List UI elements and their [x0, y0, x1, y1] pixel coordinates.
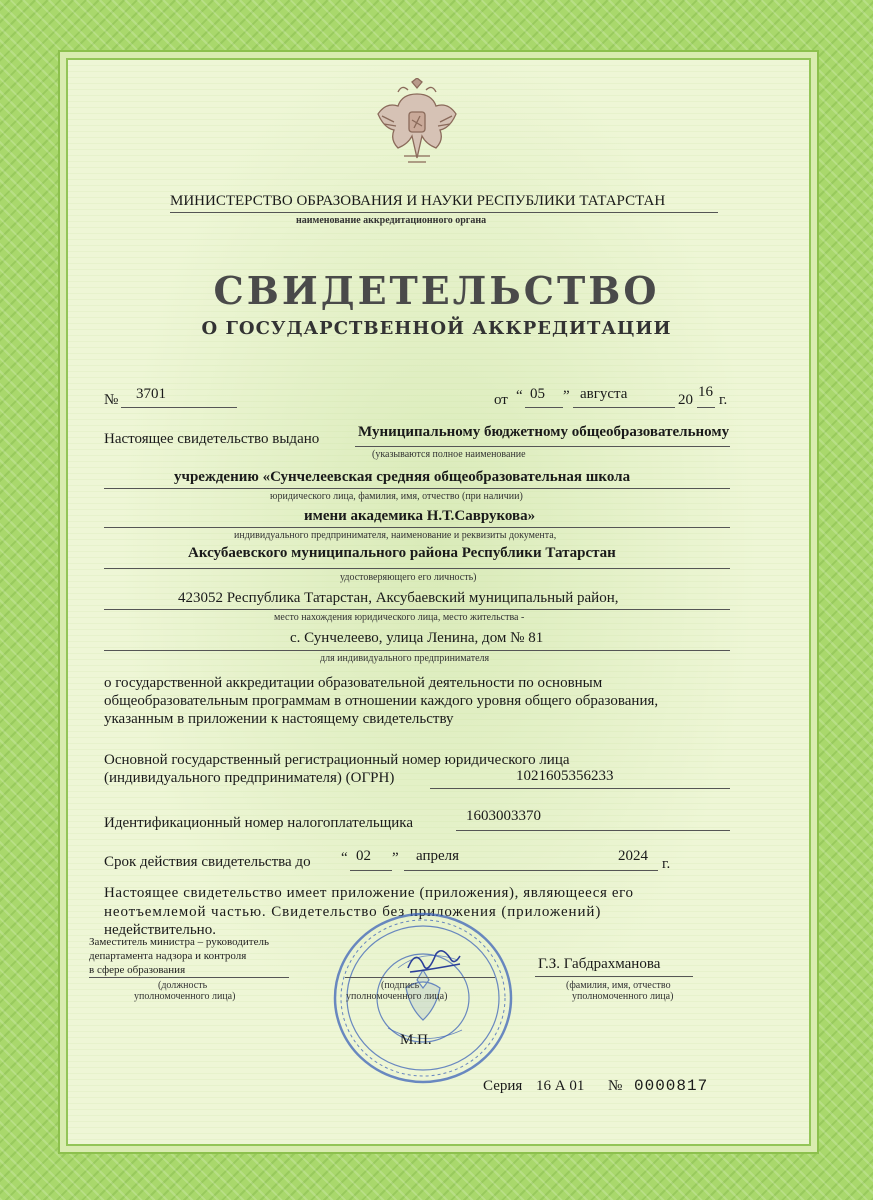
appendix-line-3: недействительно. — [104, 922, 216, 938]
position-caption-1: (должность — [158, 980, 208, 991]
date-quote-close: ” — [563, 388, 570, 404]
purpose-line-1: о государственной аккредитации образовательной деятельности по основным — [104, 675, 603, 691]
validity-day: 02 — [356, 848, 371, 864]
number-underline — [121, 407, 237, 408]
position-caption-2: уполномоченного лица) — [134, 991, 236, 1002]
issued-caption-3: индивидуального предпринимателя, наименование и реквизиты документа, — [234, 530, 557, 541]
issued-underline-4 — [104, 568, 730, 569]
purpose-line-2: общеобразовательным программам в отношении каждого уровня общего образования, — [104, 693, 659, 709]
date-day-underline — [525, 407, 563, 408]
appendix-line-2: неотъемлемой частью. Свидетельство без приложения (приложений) — [104, 904, 602, 920]
issued-label: Настоящее свидетельство выдано — [104, 431, 320, 447]
date-day: 05 — [530, 386, 545, 402]
validity-day-underline — [350, 870, 392, 871]
position-underline — [89, 977, 289, 978]
series-number-label: № — [608, 1078, 623, 1094]
validity-suffix: г. — [662, 856, 671, 872]
signatory-position-1: Заместитель министра – руководитель — [89, 936, 269, 948]
address-line-1: 423052 Республика Татарстан, Аксубаевский муниципальный район, — [178, 590, 619, 606]
date-prefix: от — [494, 392, 508, 408]
address-line-2: с. Сунчелеево, улица Ленина, дом № 81 — [290, 630, 544, 646]
issued-caption-4: удостоверяющего его личность) — [340, 572, 477, 583]
validity-label: Срок действия свидетельства до — [104, 854, 311, 870]
number-label: № — [104, 392, 119, 408]
ogrn-line-2: (индивидуального предпринимателя) (ОГРН) — [104, 770, 395, 786]
address-underline-2 — [104, 650, 730, 651]
series-label: Серия — [483, 1078, 523, 1094]
ogrn-line-1: Основной государственный регистрационный номер юридического лица — [104, 752, 570, 768]
date-year-underline — [697, 407, 715, 408]
issued-line-2: учреждению «Сунчелеевская средняя общеобразовательная школа — [174, 469, 631, 485]
inn-underline — [456, 830, 730, 831]
issued-underline-3 — [104, 527, 730, 528]
validity-month: апреля — [416, 848, 460, 864]
validity-month-underline — [404, 870, 658, 871]
validity-quote-close: ” — [392, 850, 399, 866]
signature-caption-2: уполномоченного лица) — [346, 991, 448, 1002]
validity-year: 2024 — [618, 848, 648, 864]
address-caption-1: место нахождения юридического лица, место жительства - — [274, 612, 525, 623]
issued-caption-2: юридического лица, фамилия, имя, отчество (при наличии) — [270, 491, 523, 502]
date-month: августа — [580, 386, 628, 402]
validity-quote-open: “ — [341, 850, 348, 866]
authority-underline — [170, 212, 718, 213]
address-underline-1 — [104, 609, 730, 610]
date-quote-open: “ — [516, 388, 523, 404]
name-underline — [535, 976, 693, 977]
issued-line-1: Муниципальному бюджетному общеобразовательному — [358, 424, 730, 440]
signatory-name: Г.З. Габдрахманова — [538, 956, 661, 972]
ogrn-value: 1021605356233 — [516, 768, 614, 784]
authority-name: МИНИСТЕРСТВО ОБРАЗОВАНИЯ И НАУКИ РЕСПУБЛИКИ ТАТАРСТАН — [170, 193, 666, 209]
issued-line-4: Аксубаевского муниципального района Республики Татарстан — [188, 545, 616, 561]
name-caption-2: уполномоченного лица) — [572, 991, 674, 1002]
purpose-line-3: указанным в приложении к настоящему свидетельству — [104, 711, 454, 727]
signatory-position-2: департамента надзора и контроля — [89, 950, 247, 962]
date-year-prefix: 20 — [678, 392, 693, 408]
series-number: 0000817 — [634, 1077, 709, 1095]
name-caption-1: (фамилия, имя, отчество — [566, 980, 671, 991]
issued-caption-1: (указываются полное наименование — [372, 449, 526, 460]
coat-of-arms-icon — [372, 78, 462, 166]
address-caption-2: для индивидуального предпринимателя — [320, 653, 490, 664]
signature-caption-1: (подпись — [381, 980, 420, 991]
appendix-line-1: Настоящее свидетельство имеет приложение (приложения), являющееся его — [104, 885, 634, 901]
issued-line-3: имени академика Н.Т.Саврукова» — [304, 508, 536, 524]
inn-value: 1603003370 — [466, 808, 541, 824]
certificate-subtitle: О ГОСУДАРСТВЕННОЙ АККРЕДИТАЦИИ — [201, 318, 672, 339]
ogrn-underline — [430, 788, 730, 789]
inn-label: Идентификационный номер налогоплательщика — [104, 815, 414, 831]
series-value: 16 А 01 — [536, 1078, 585, 1094]
date-year: 16 — [698, 384, 713, 400]
date-suffix: г. — [719, 392, 728, 408]
signature-underline — [345, 977, 495, 978]
certificate-number: 3701 — [136, 386, 166, 402]
stamp-place: М.П. — [400, 1032, 432, 1048]
date-month-underline — [573, 407, 675, 408]
issued-underline-2 — [104, 488, 730, 489]
signatory-position-3: в сфере образования — [89, 964, 186, 976]
issued-underline-1 — [355, 446, 730, 447]
authority-caption: наименование аккредитационного органа — [296, 215, 487, 226]
certificate-title: СВИДЕТЕЛЬСТВО — [213, 268, 660, 313]
